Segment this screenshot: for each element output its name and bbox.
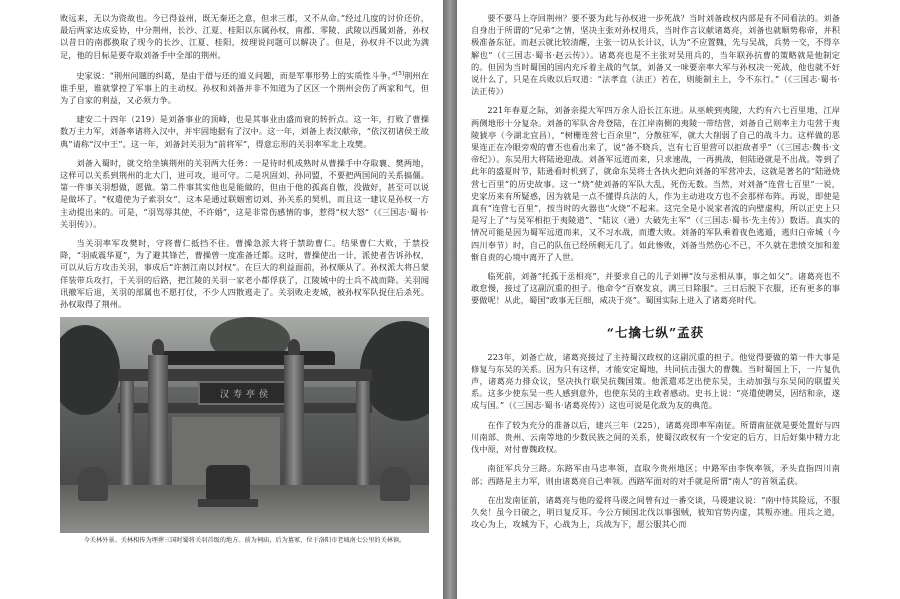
gate-pillar [284,355,304,495]
paragraph: 221年春夏之际，刘备亲提大军四万余人沿长江东进。从巫峡到夷陵，大约有六七百里地，江岸两侧地形十分复杂。刘备的军队舍舟登陆，在江岸南侧的夷陵一带结营，刘备自己则率主力屯营于夷陵猇亭（今湖北宜昌），“树栅连营七百余里”，分散驻军，就大大削弱了自己的战斗力。这样做的恶果连正在冷眼旁观的曹丕也看出来了，说“备不晓兵，岂有七百里营可以拒敌者乎”（《三国志·魏书·文帝纪》）。东吴用大将陆逊迎战。刘备军远道而来，只求速战，一再挑战，但陆逊就是不出战。等到了此年的盛夏时节，陆逊看时机到了，就命东吴将士各执火把向刘备的军营冲去，这就是著名的“陆逊烧营七百里”的历史故事。这一“烧”使刘备的军队大乱，死伤无数。当然，对刘备“连营七百里”一说，史家历来有所疑惑，因为就是一点不懂得兵法的人，作为主动进攻方也不会那样布阵。再说，即使是真有“连营七百里”，按当时的火器也“火烧”不起来。这完全是小说家者流的向壁虚构，所以正史上只是写上了“与吴军相拒于夷陵道”、“陆议（逊）大破先主军”（《三国志·蜀书·先主传》）数语。真实的情况可能是因为蜀军远道而来，又不习水战，而遭大败。刘备的军队乘着夜色逃遁，逃归白帝城（今四川奉节）时，自己的队伍已经所剩无几了。如此惨败，刘备当然伤心不已，不久就在悲愤交加和羞惭自责的心境中离开了人世。 [471,105,840,262]
footnote-marker[interactable]: [5] [396,70,405,77]
paragraph: 败远来，无以为资故也。今已得益州，既无秦还之意，但求三郡，又不从命。”经过几度的讨价还价，最后两家达成妥协，中分荆州，长沙、江夏、桂阳以东属孙权，南郡、零陵、武陵以西属刘备，孙权以昔日的南郡换取了现今的长沙、江夏、桂阳，按理说问题可以解决了。但是，孙权并不以此为满足，他的目标是要夺取刘备手中全部的荆州。 [60,13,429,60]
paragraph-text: 荆州在谁手里，谁就掌控了军事上的主动权。孙权和刘备并非不知道为了区区一个荆州会伤了两家和气，但为了自家的利益，又必须力争。 [60,70,429,105]
section-heading: “七擒七纵”孟获 [606,324,705,340]
censer-stand [198,499,258,507]
stone-lion [78,467,108,501]
paragraph: 223年，刘备亡故，诸葛亮接过了主持蜀汉政权的这副沉重的担子。他觉得要做的第一件大事是修复与东吴的关系。因为只有这样，才能安定蜀地，共同抗击强大的曹魏。当时蜀国上下，一片复仇声，诸葛亮力排众议，坚决执行联吴抗魏国策。他派遣邓芝出使东吴，主动加强与东吴间的联盟关系。这多少使东吴一些人感到意外，也使东吴的主政者感动。史书上说：“亮遣使聘吴，因结和亲，遂成与国。”（《三国志·蜀书·诸葛亮传》）这也可说是化敌为友的典范。 [471,351,840,411]
paragraph: 刘备入蜀时，就交给坐镇荆州的关羽两大任务：一是待时机成熟时从曹操手中夺取襄、樊两地，这样可以关系到荆州的北大门，进可攻，退可守。二是巩固刘、孙同盟，不要把两国间的关系搞僵。第一件事关羽想做，愿做。第二件事其实他也是能做的，但由于他的孤高自傲，没做好，甚至可以说是做坏了。“权遣使为子索羽女”，这本是通过联姻密切刘、孙关系的契机，而且这一建议是孙权一方主动提出来的。可是，“羽骂辱其使，不许婚”，这是非常伤感情的事，惹得“权大怒”（《三国志·蜀书·关羽传》）。 [60,157,429,229]
quote-text: 史家说：“荆州问题的纠葛，是由于借与还的道义问题，而是军事形势上的实质性斗争。” [76,70,397,81]
plaque-inscription: 汉寿亭侯 [219,389,272,400]
gate-roof [155,351,335,365]
gate-pillar [120,381,134,495]
left-page [0,0,443,599]
book-gutter [443,0,457,599]
gate-pillar [356,381,370,495]
paragraph: 在出发南征前，诸葛亮与他的爱将马谡之间曾有过一番交谈，马谡建议说：“南中恃其险远，不服久矣！虽今日破之，明日复反耳。今公方倾国北伐以事强贼，彼知官势内虚，其叛亦速。用兵之道，攻心为上，攻城为下，心战为上，兵战为下，愿公服其心而 [471,494,840,530]
incense-burner [206,465,250,499]
right-page [457,0,900,599]
paragraph: 南征军兵分三路。东路军由马忠率领，直取今贵州地区；中路军由李恢率领，矛头直指四川南部；西路是主力军，则由诸葛亮自己率领。西路军面对的对手就是所谓“南人”的首领孟获。 [471,463,840,486]
paragraph [60,68,429,106]
photo-caption: 今关林外景。关林相传为埋葬三国时蜀将关羽首级的地方。前为祠庙，后为墓冢，位于洛阳市老城南七公里的关林镇。 [83,537,406,545]
pillar-finial [288,339,300,355]
stone-lion [380,467,410,501]
pillar-finial [152,339,164,355]
guanlin-photo [60,317,429,533]
gate-plaque [198,381,294,405]
paragraph: 建安二十四年（219）是刘备事业的顶峰，也是其事业由盛而衰的转折点。这一年，打败了曹操数万主力军，刘备率诸将入汉中，并牢固地据有了汉中。这一年，刘备上表汉献帝，“依汉初诸侯王故典”请称“汉中王”。这一年，刘备封关羽为“前将军”，得意忘形的关羽率军北上攻樊。 [60,114,429,149]
paragraph: 在作了较为充分的准备以后，建兴三年（225），诸葛亮即率军南征。所谓南征就是要处置好与四川南部、贵州、云南等地的少数民族之间的关系，使蜀汉政权有一个安定的后方，日后好集中精力北伐中原，对付曹魏政权。 [471,419,840,455]
paragraph: 当关羽率军攻樊时，守将曹仁抵挡不住。曹操急派大将于禁助曹仁。结果曹仁大败，于禁投降，“羽威震华夏”，为了避其锋芒，曹操曾一度准备迁都。这时，曹操使出一计，派使者告诉孙权，可以从后方攻击关羽，事成后“许割江南以封权”。在巨大的利益面前，孙权顺从了。孙权派大将吕蒙佯装带兵攻打，于关羽的后路，把江陵的关羽一家老小都俘获了，江陵城中的士兵不战而降。关羽闻讯撤军后退，关羽的部属也不愿打仗，不少人四散逃走了。关羽败走麦城，被孙权军队捉住后杀死。孙权取得了荆州。 [60,237,429,309]
paragraph: 要不要马上夺回荆州？要不要为此与孙权进一步死战？当时刘备政权内部是有不同看法的。刘备自身出于所谓的“兄弟”之情，坚决主张对孙权用兵，当时作言议献诸葛亮，刘备也就顺势称帝，并积极准备东征。而赵云就比较清醒，主张一切从长计议，认为“不应置魏，先与吴战，兵势一交，不得卒解也”（《三国志·蜀书·赵云传》）。诸葛亮也是不主张对吴用兵的，当年联孙抗曹的策略就是他制定的。但因为当时蜀国的国内充斥着主战的气氛，刘备又一味要亲率大军与孙权决一死战，他也就不好说什么了，只是在兵败以后叹道：“法孝直（法正）若在，则能制主上，令不东行。”（《三国志·蜀书·法正传》） [471,13,840,97]
paragraph: 临死前，刘备“托孤于丞相亮”，并要求自己的儿子刘禅“汝与丞相从事，事之如父”。诸葛亮也不敢怠慢，接过了这副沉重的担子。他命令“百寮发哀，满三日除服”。三日后脱下衣服，还有更多的事要做呢！从此，蜀国“政事无巨细，咸决于亮”。蜀国实际上进入了诸葛亮时代。 [471,271,840,306]
gate-pillar [148,355,168,495]
